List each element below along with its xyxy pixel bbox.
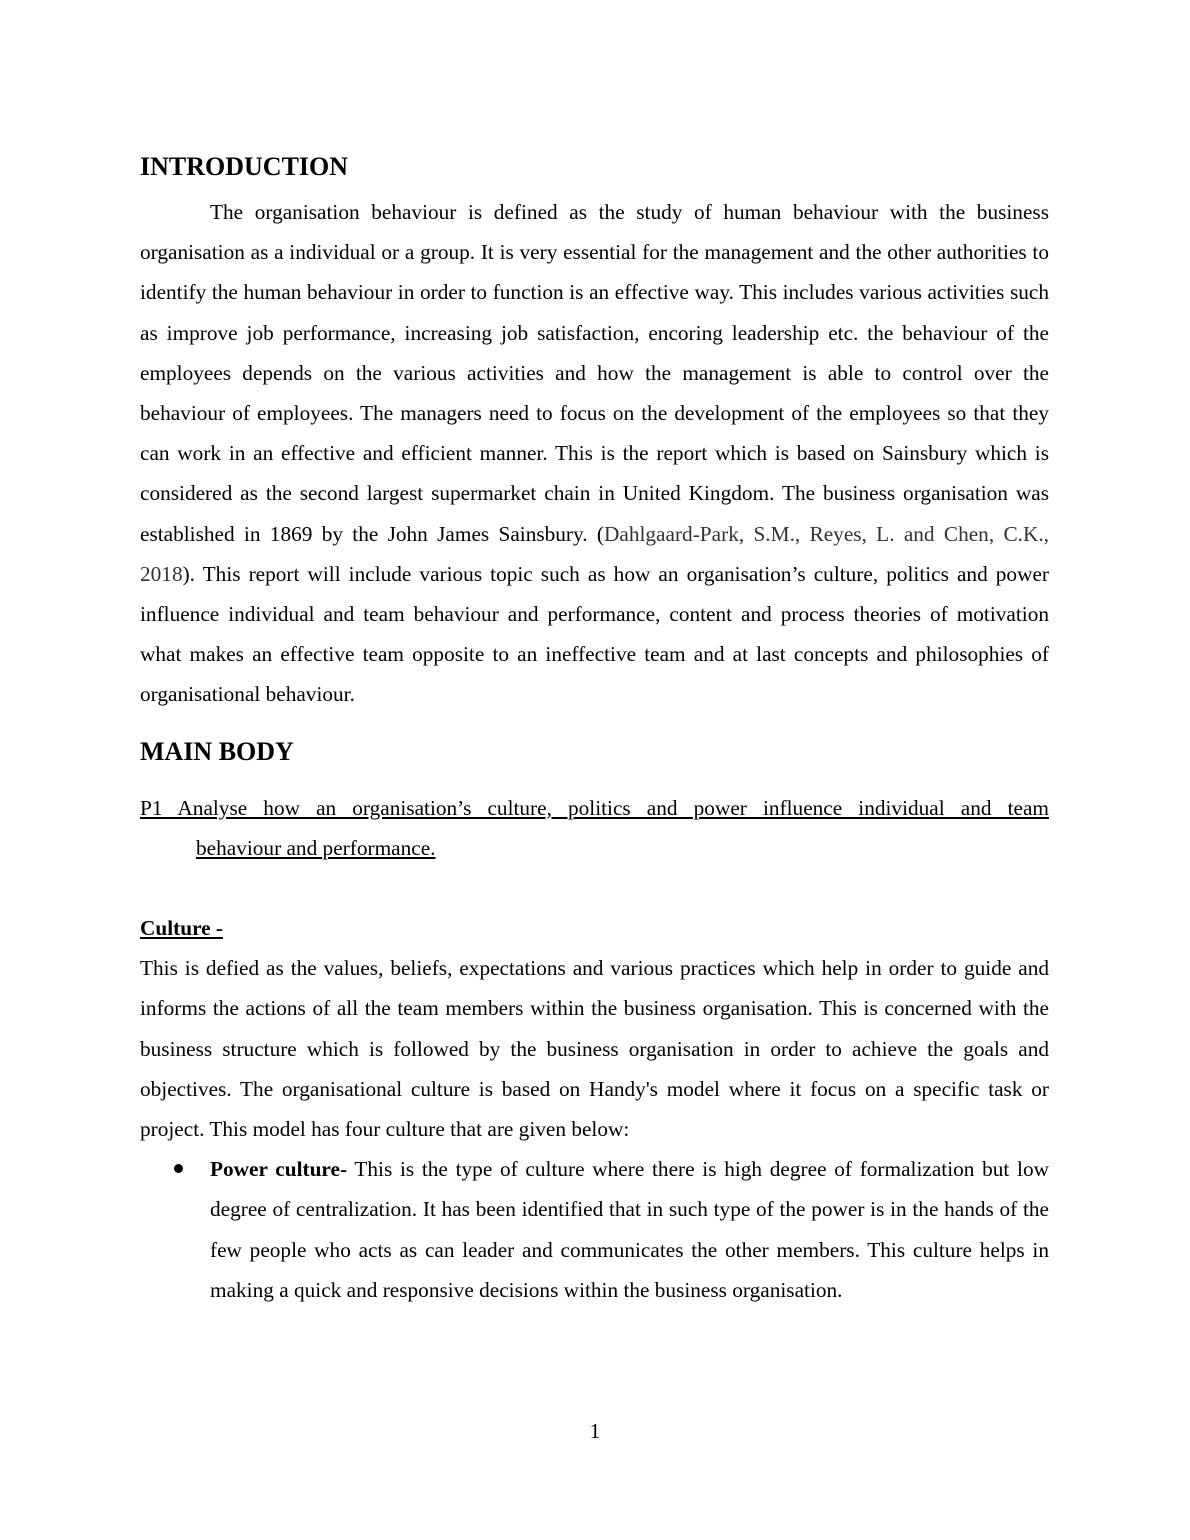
list-item-power-culture [140, 1149, 1049, 1310]
culture-subheading: Culture - [140, 916, 224, 941]
task-p1-heading-line2: behaviour and performance. [196, 835, 436, 860]
introduction-heading: INTRODUCTION [140, 152, 349, 181]
document-page [140, 150, 1049, 1310]
page-number: 1 [589, 1419, 601, 1443]
culture-types-list [140, 1149, 1049, 1310]
culture-paragraph: This is defied as the values, beliefs, expectations and various practices which help in order to guide and informs the actions of all the team members within the business organisation. This is concerned with the business structure which is followed by the business organisation in order to achieve the goals and objectives. The organisational culture is based on Handy's model where it focus on a specific task or project. This model has four culture that are given below: [140, 956, 1049, 1142]
bullet-icon [174, 1164, 183, 1173]
task-p1-heading [140, 788, 1049, 868]
main-body-heading: MAIN BODY [140, 736, 294, 766]
task-p1-heading-line1: P1 Analyse how an organisation’s culture, politics and power influence individual and team [140, 795, 1049, 820]
power-culture-term: Power culture- [210, 1157, 348, 1182]
introduction-text-start: The organisation behaviour is defined as the study of human behaviour with the business organisation as a individual or a group. It is very essential for the management and the other authorities to identify the human behaviour in order to function is an effective way. This includes various activities such as improve job performance, increasing job satisfaction, encoring leadership etc. the behaviour of the employees depends on the various activities and how the management is able to control over the behaviour of employees. The managers need to focus on the development of the employees so that they can work in an effective and efficient manner. This is the report which is based on Sainsbury which is considered as the second largest supermarket chain in United Kingdom. The business organisation was established in 1869 by the John James Sainsbury. ( [140, 200, 1049, 546]
introduction-citation: Dahlgaard-Park, S.M., Reyes, L. and Chen, C.K., 2018 [140, 521, 1050, 586]
introduction-paragraph [140, 192, 1049, 715]
introduction-text-end: ). This report will include various topic such as how an organisation’s culture, politics and power influence individual and team behaviour and performance, content and process theories of motivation what makes an effective team opposite to an ineffective team and at last concepts and philosophies of organisational behaviour. [140, 561, 1049, 707]
power-culture-text: This is the type of culture where there is high degree of formalization but low degree of centralization. It has been identified that in such type of the power is in the hands of the few people who acts as can leader and communicates the other members. This culture helps in making a quick and responsive decisions within the business organisation. [210, 1157, 1049, 1302]
